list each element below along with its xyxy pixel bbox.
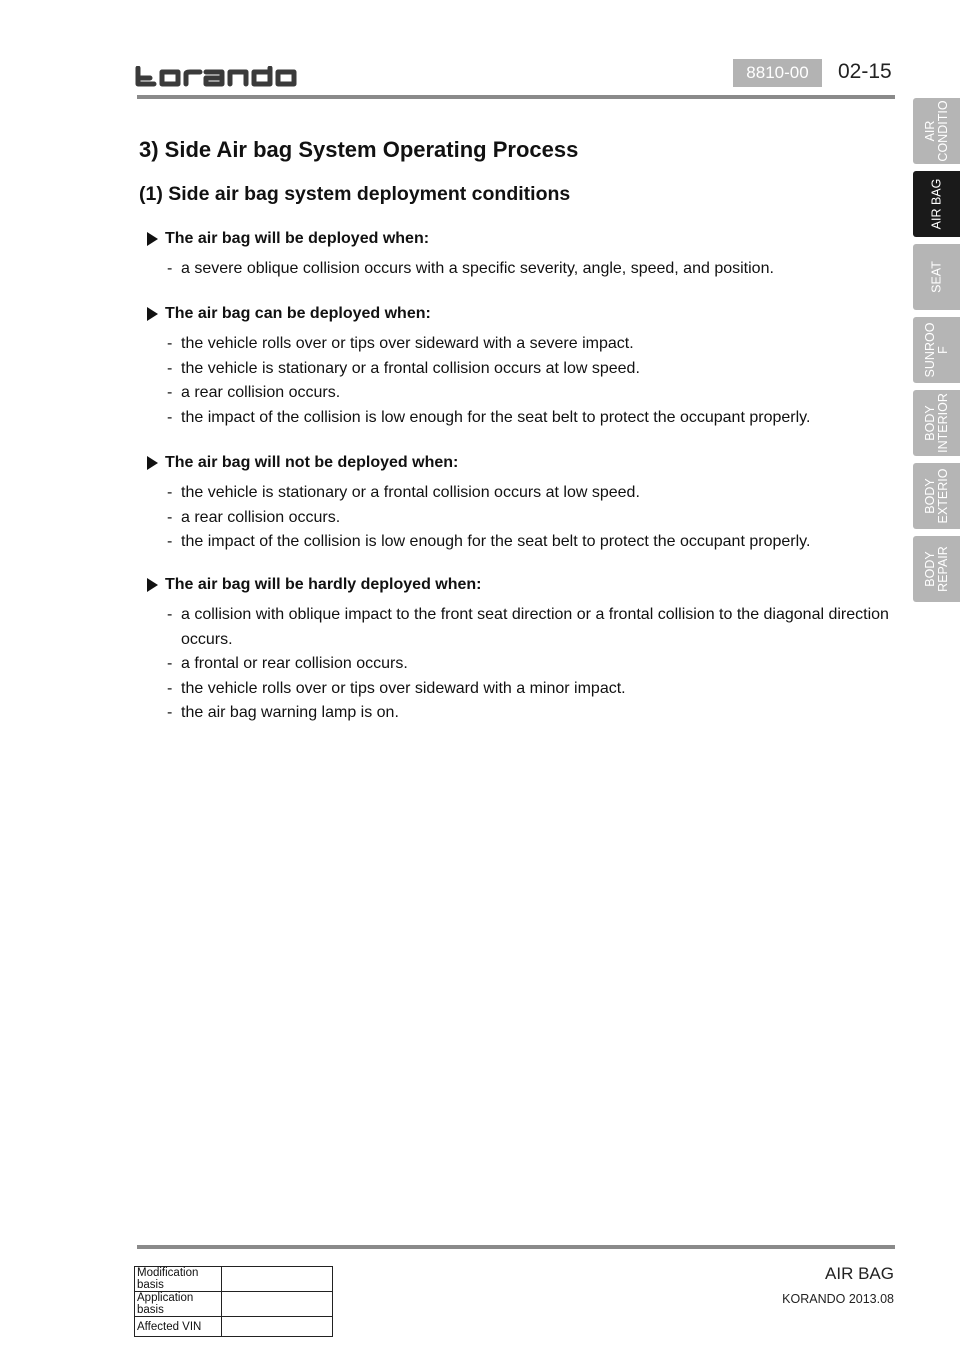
tab-label: BODY INTERIOR [922, 393, 950, 453]
triangle-bullet-icon [147, 456, 158, 470]
list-item: - the vehicle rolls over or tips over sideward with a severe impact. [147, 332, 893, 357]
header-divider [137, 95, 895, 99]
tab-label: BODY EXTERIO [922, 468, 950, 524]
condition-list [147, 603, 907, 726]
group-title: The air bag will not be deployed when: [165, 454, 459, 471]
tab-label: AIR CONDITIO [922, 100, 950, 162]
triangle-bullet-icon [147, 232, 158, 246]
table-value [222, 1267, 333, 1292]
tab-sunroof[interactable] [913, 317, 960, 383]
table-label: Affected VIN [135, 1317, 222, 1337]
group-heading [147, 452, 907, 474]
triangle-bullet-icon [147, 578, 158, 592]
footer-divider [137, 1245, 895, 1249]
table-row [135, 1317, 333, 1337]
list-item: - the vehicle rolls over or tips over sideward with a minor impact. [147, 677, 893, 702]
table-label: Application basis [135, 1292, 222, 1317]
subsection-title: (1) Side air bag system deployment conditions [139, 183, 571, 205]
tab-airconditio[interactable] [913, 98, 960, 164]
tab-label: SEAT [929, 261, 943, 293]
list-item: - the vehicle is stationary or a frontal collision occurs at low speed. [147, 357, 893, 382]
list-item: - a collision with oblique impact to the front seat direction or a frontal collision to the diagonal direction occurs. [147, 603, 893, 652]
condition-group-not-deployed [147, 452, 907, 555]
tab-label: AIR BAG [929, 178, 943, 230]
list-item: - a rear collision occurs. [147, 506, 893, 531]
group-heading [147, 574, 907, 596]
list-item: - the impact of the collision is low enough for the seat belt to protect the occupant properly. [147, 406, 893, 431]
condition-list [147, 332, 907, 430]
table-row [135, 1292, 333, 1317]
tab-air-bag[interactable] [913, 171, 960, 237]
tab-seat[interactable] [913, 244, 960, 310]
section-code-badge: 8810-00 [733, 59, 822, 87]
condition-group-hardly-deployed [147, 574, 907, 726]
group-title: The air bag will be hardly deployed when: [165, 576, 482, 593]
table-value [222, 1292, 333, 1317]
group-title: The air bag can be deployed when: [165, 305, 431, 322]
page-number: 02-15 [838, 60, 892, 83]
group-heading [147, 228, 907, 250]
section-title: 3) Side Air bag System Operating Process [139, 137, 579, 162]
condition-group-can-deploy [147, 303, 907, 430]
group-heading [147, 303, 907, 325]
footer-chapter-title: AIR BAG [825, 1264, 894, 1283]
list-item: - a rear collision occurs. [147, 381, 893, 406]
condition-group-deployed [147, 228, 907, 282]
group-title: The air bag will be deployed when: [165, 230, 430, 247]
tab-label: BODY REPAIR [922, 546, 950, 592]
tab-bodyrepair[interactable] [913, 536, 960, 602]
footer-model-date: KORANDO 2013.08 [782, 1292, 894, 1306]
tab-bodyinterior[interactable] [913, 390, 960, 456]
list-item: - the vehicle is stationary or a frontal collision occurs at low speed. [147, 481, 893, 506]
tab-bodyexterio[interactable] [913, 463, 960, 529]
revision-info-table [134, 1266, 333, 1337]
korando-logo [134, 66, 316, 88]
condition-list [147, 481, 907, 555]
table-row [135, 1267, 333, 1292]
condition-list [147, 257, 907, 282]
list-item: - a frontal or rear collision occurs. [147, 652, 893, 677]
table-label: Modification basis [135, 1267, 222, 1292]
list-item: - a severe oblique collision occurs with a specific severity, angle, speed, and position. [147, 257, 893, 282]
table-value [222, 1317, 333, 1337]
list-item: - the impact of the collision is low enough for the seat belt to protect the occupant properly. [147, 530, 893, 555]
list-item: - the air bag warning lamp is on. [147, 701, 893, 726]
tab-label: SUNROO F [922, 322, 950, 378]
triangle-bullet-icon [147, 307, 158, 321]
